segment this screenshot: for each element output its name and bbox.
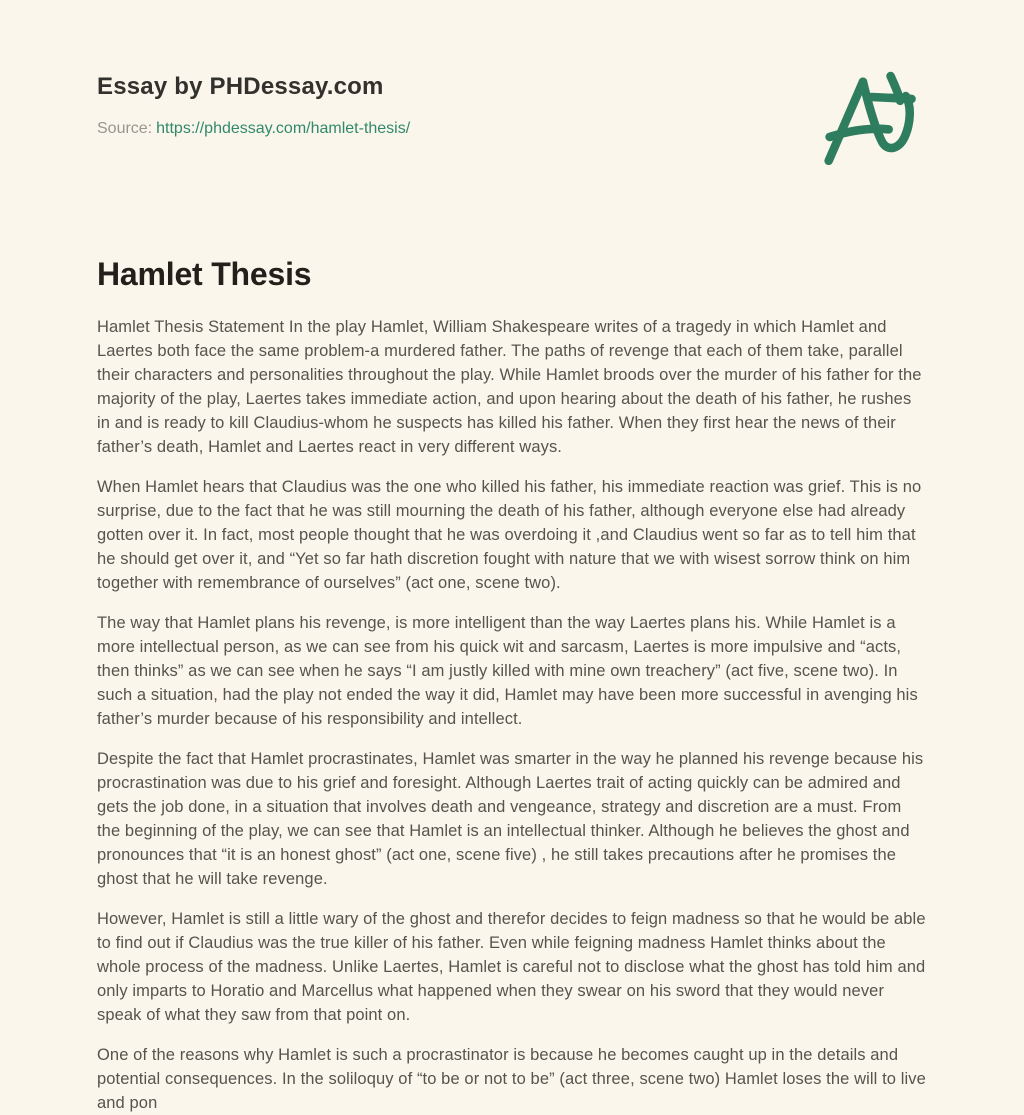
header-text-block (97, 72, 410, 139)
source-url-link[interactable]: https://phdessay.com/hamlet-thesis/ (156, 120, 411, 137)
essay-paragraph: When Hamlet hears that Claudius was the one who killed his father, his immediate reaction was grief. This is no surprise, due to the fact that he was still mourning the death of his father, although everyone else had already gotten over it. In fact, most people thought that he was overdoing it ,and Claudius went so far as to tell him that he should get over it, and “Yet so far hath discretion fought with nature that we with wisest sorrow think on him together with remembrance of ourselves” (act one, scene two). (97, 478, 922, 592)
a-plus-logo-icon (822, 68, 922, 166)
essay-paragraph: Despite the fact that Hamlet procrastinates, Hamlet was smarter in the way he planned his revenge because his procrastination was due to his grief and foresight. Although Laertes trait of acting quickly can be admired and gets the job done, in a situation that involves death and vengeance, strategy and discretion are a must. From the beginning of the play, we can see that Hamlet is an intellectual thinker. Although he believes the ghost and pronounces that “it is an honest ghost” (act one, scene five) , he still takes precautions after he promises the ghost that he will take revenge. (97, 750, 924, 888)
source-line (97, 119, 410, 139)
essay-paragraph: One of the reasons why Hamlet is such a procrastinator is because he becomes caught up in the details and potential consequences. In the soliloquy of “to be or not to be” (act three, scene two) Hamlet loses the will to live and pon (97, 1046, 926, 1112)
essay-paragraph: However, Hamlet is still a little wary of the ghost and therefor decides to feign madness so that he would be able to find out if Claudius was the true killer of his father. Even while feigning madness Hamlet thinks about the whole process of the madness. Unlike Laertes, Hamlet is careful not to disclose what the ghost has told him and only imparts to Horatio and Marcellus what happened when they swear on his sword that they would never speak of what they saw from that point on. (97, 910, 926, 1024)
source-label: Source: (97, 120, 153, 137)
page-header (97, 72, 930, 166)
essay-title: Hamlet Thesis (97, 256, 312, 292)
site-title: Essay by PHDessay.com (97, 73, 384, 100)
essay-body (97, 315, 929, 1115)
essay-paragraph: Hamlet Thesis Statement In the play Hamlet, William Shakespeare writes of a tragedy in which Hamlet and Laertes both face the same problem-a murdered father. The paths of revenge that each of them take, parallel their characters and personalities throughout the play. While Hamlet broods over the murder of his father for the majority of the play, Laertes takes immediate action, and upon hearing about the death of his father, he rushes in and is ready to kill Claudius-whom he suspects has killed his father. When they first hear the news of their father’s death, Hamlet and Laertes react in very different ways. (97, 318, 922, 456)
essay-paragraph: The way that Hamlet plans his revenge, is more intelligent than the way Laertes plans his. While Hamlet is a more intellectual person, as we can see from his quick wit and sarcasm, Laertes is more impulsive and “acts, then thinks” as we can see when he says “I am justly killed with mine own treachery” (act five, scene two). In such a situation, had the play not ended the way it did, Hamlet may have been more successful in avenging his father’s murder because of his responsibility and intellect. (97, 614, 918, 728)
